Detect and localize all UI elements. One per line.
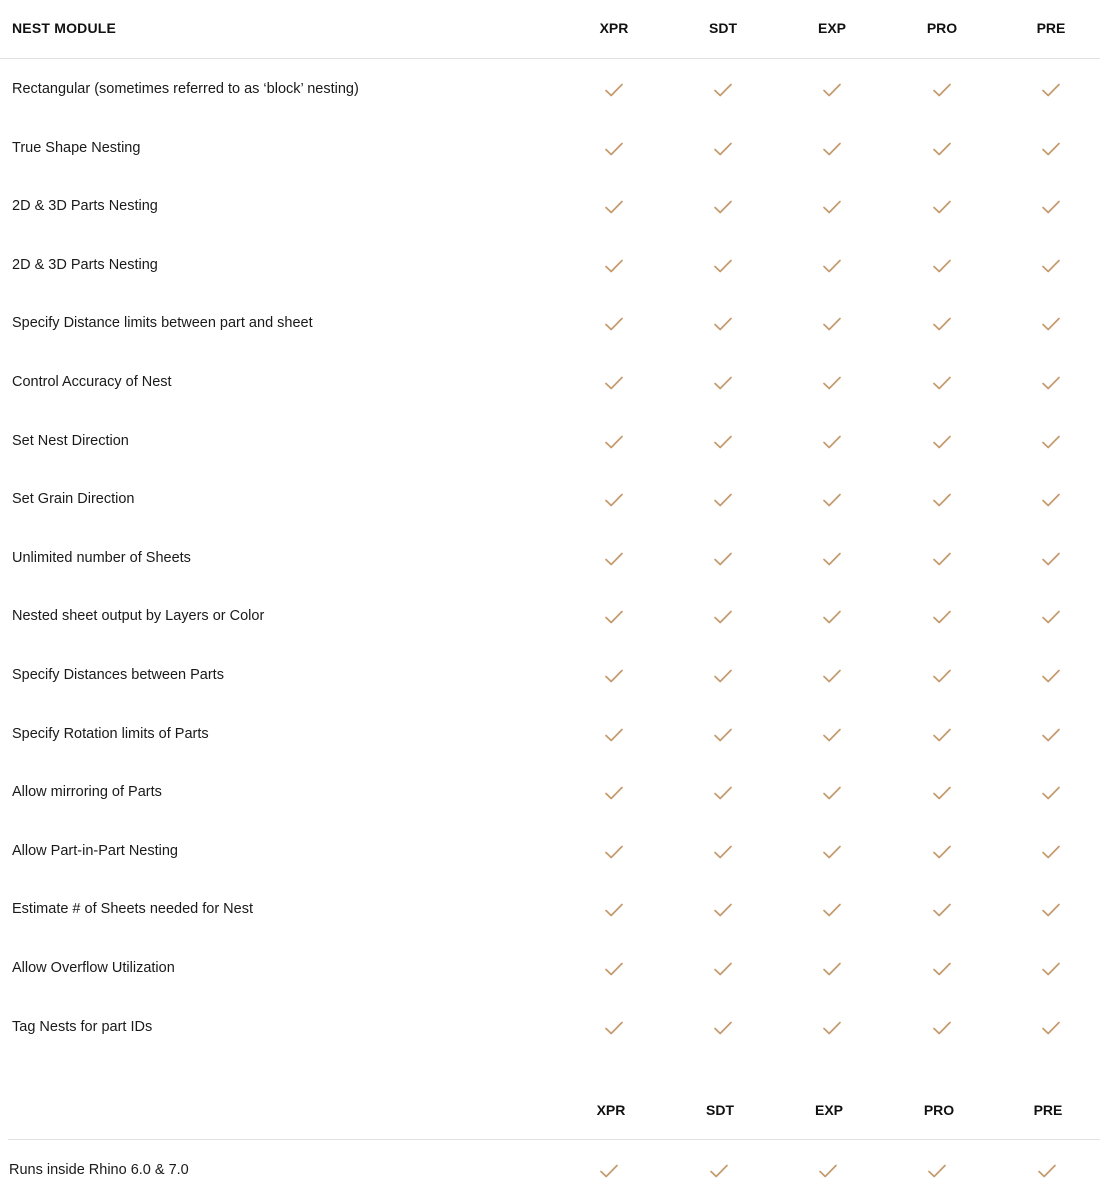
feature-label: Estimate # of Sheets needed for Nest [12, 901, 253, 918]
checkmark-icon [604, 785, 624, 801]
checkmark-icon [822, 609, 842, 625]
table-row [0, 59, 1100, 118]
checkmark-icon [822, 375, 842, 391]
checkmark-icon [713, 902, 733, 918]
feature-label: 2D & 3D Parts Nesting [12, 256, 158, 273]
checkmark-icon [822, 844, 842, 860]
column-header-xpr: XPR [599, 20, 629, 36]
checkmark-icon [822, 902, 842, 918]
checkmark-icon [713, 316, 733, 332]
checkmark-icon [1041, 785, 1061, 801]
checkmark-icon [604, 199, 624, 215]
table-row [0, 528, 1100, 587]
column-header-pre: PRE [1036, 20, 1066, 36]
checkmark-icon [822, 199, 842, 215]
checkmark-icon [1041, 434, 1061, 450]
table-body [0, 1140, 1100, 1200]
checkmark-icon [822, 434, 842, 450]
checkmark-icon [1041, 316, 1061, 332]
feature-label: Allow Overflow Utilization [12, 959, 175, 976]
checkmark-icon [1041, 375, 1061, 391]
checkmark-icon [822, 668, 842, 684]
column-header-sdt: SDT [706, 1102, 734, 1118]
checkmark-icon [1041, 844, 1061, 860]
checkmark-icon [932, 82, 952, 98]
requirements-table [0, 1080, 1100, 1200]
checkmark-icon [822, 551, 842, 567]
checkmark-icon [1041, 82, 1061, 98]
table-title: NEST MODULE [12, 20, 117, 36]
feature-label: Allow Part-in-Part Nesting [12, 842, 178, 859]
checkmark-icon [604, 609, 624, 625]
feature-label: Specify Distances between Parts [12, 666, 224, 683]
checkmark-icon [713, 727, 733, 743]
checkmark-icon [932, 375, 952, 391]
table-row [0, 762, 1100, 821]
table-row [0, 997, 1100, 1056]
checkmark-icon [822, 727, 842, 743]
checkmark-icon [1041, 902, 1061, 918]
checkmark-icon [822, 316, 842, 332]
feature-label: Unlimited number of Sheets [12, 549, 191, 566]
checkmark-icon [713, 375, 733, 391]
column-header-pro: PRO [923, 1102, 955, 1118]
checkmark-icon [713, 141, 733, 157]
table-row [0, 235, 1100, 294]
checkmark-icon [822, 492, 842, 508]
column-header-pro: PRO [926, 20, 958, 36]
checkmark-icon [932, 551, 952, 567]
feature-label: 2D & 3D Parts Nesting [12, 198, 158, 215]
checkmark-icon [932, 609, 952, 625]
checkmark-icon [1041, 668, 1061, 684]
table-header-row [0, 0, 1100, 59]
column-header-exp: EXP [817, 20, 846, 36]
feature-label: Allow mirroring of Parts [12, 784, 162, 801]
checkmark-icon [1041, 258, 1061, 274]
checkmark-icon [822, 785, 842, 801]
feature-label: Nested sheet output by Layers or Color [12, 608, 265, 625]
checkmark-icon [713, 668, 733, 684]
checkmark-icon [1041, 609, 1061, 625]
checkmark-icon [822, 961, 842, 977]
checkmark-icon [604, 1020, 624, 1036]
checkmark-icon [713, 609, 733, 625]
checkmark-icon [932, 1020, 952, 1036]
checkmark-icon [713, 258, 733, 274]
checkmark-icon [713, 82, 733, 98]
table-row [0, 352, 1100, 411]
checkmark-icon [932, 785, 952, 801]
checkmark-icon [713, 551, 733, 567]
checkmark-icon [604, 434, 624, 450]
checkmark-icon [1037, 1163, 1057, 1179]
checkmark-icon [1041, 961, 1061, 977]
checkmark-icon [713, 199, 733, 215]
checkmark-icon [604, 375, 624, 391]
table-row [0, 704, 1100, 763]
checkmark-icon [604, 492, 624, 508]
checkmark-icon [713, 492, 733, 508]
checkmark-icon [932, 434, 952, 450]
checkmark-icon [604, 727, 624, 743]
table-body [0, 59, 1100, 1055]
checkmark-icon [604, 258, 624, 274]
checkmark-icon [932, 492, 952, 508]
checkmark-icon [604, 551, 624, 567]
table-header-row [8, 1080, 1100, 1140]
table-row [0, 293, 1100, 352]
checkmark-icon [604, 668, 624, 684]
checkmark-icon [822, 82, 842, 98]
checkmark-icon [818, 1163, 838, 1179]
checkmark-icon [604, 316, 624, 332]
checkmark-icon [932, 844, 952, 860]
checkmark-icon [932, 727, 952, 743]
checkmark-icon [932, 316, 952, 332]
checkmark-icon [932, 141, 952, 157]
checkmark-icon [713, 1020, 733, 1036]
checkmark-icon [604, 844, 624, 860]
table-row [0, 938, 1100, 997]
table-row [0, 879, 1100, 938]
checkmark-icon [604, 961, 624, 977]
checkmark-icon [1041, 551, 1061, 567]
table-row [0, 645, 1100, 704]
table-row [0, 176, 1100, 235]
column-header-sdt: SDT [709, 20, 737, 36]
checkmark-icon [1041, 1020, 1061, 1036]
checkmark-icon [932, 902, 952, 918]
feature-label: Specify Rotation limits of Parts [12, 725, 209, 742]
checkmark-icon [713, 961, 733, 977]
checkmark-icon [604, 141, 624, 157]
column-header-pre: PRE [1033, 1102, 1063, 1118]
checkmark-icon [604, 82, 624, 98]
checkmark-icon [927, 1163, 947, 1179]
checkmark-icon [932, 258, 952, 274]
column-header-xpr: XPR [596, 1102, 626, 1118]
checkmark-icon [1041, 199, 1061, 215]
feature-label: Specify Distance limits between part and sheet [12, 315, 313, 332]
feature-label: Rectangular (sometimes referred to as ‘block’ nesting) [12, 81, 359, 97]
checkmark-icon [822, 258, 842, 274]
feature-label: True Shape Nesting [12, 139, 141, 156]
table-row [0, 1140, 1100, 1200]
checkmark-icon [932, 199, 952, 215]
table-row [0, 586, 1100, 645]
feature-label: Runs inside Rhino 6.0 & 7.0 [9, 1162, 189, 1178]
checkmark-icon [1041, 141, 1061, 157]
table-row [0, 411, 1100, 470]
checkmark-icon [822, 1020, 842, 1036]
checkmark-icon [1041, 492, 1061, 508]
feature-label: Set Nest Direction [12, 432, 129, 449]
checkmark-icon [1041, 727, 1061, 743]
table-row [0, 469, 1100, 528]
feature-label: Tag Nests for part IDs [12, 1018, 153, 1035]
checkmark-icon [604, 902, 624, 918]
feature-label: Control Accuracy of Nest [12, 373, 172, 390]
checkmark-icon [599, 1163, 619, 1179]
checkmark-icon [713, 844, 733, 860]
checkmark-icon [713, 434, 733, 450]
checkmark-icon [709, 1163, 729, 1179]
checkmark-icon [822, 141, 842, 157]
checkmark-icon [713, 785, 733, 801]
table-row [0, 118, 1100, 177]
checkmark-icon [932, 668, 952, 684]
table-row [0, 821, 1100, 880]
feature-label: Set Grain Direction [12, 491, 135, 508]
checkmark-icon [932, 961, 952, 977]
column-header-exp: EXP [814, 1102, 843, 1118]
